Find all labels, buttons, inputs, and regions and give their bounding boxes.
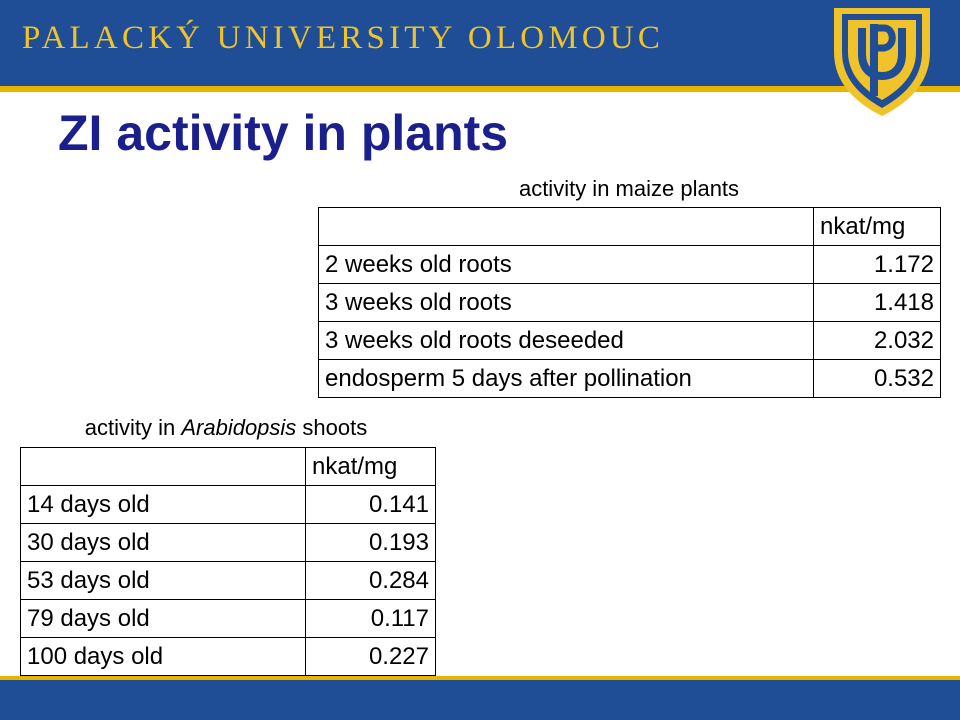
table-row (319, 360, 941, 398)
table-row (319, 246, 941, 284)
row-value: 1.418 (814, 284, 941, 322)
table-row (319, 322, 941, 360)
slide-title: ZI activity in plants (58, 105, 509, 161)
header-cell-empty (21, 448, 306, 486)
university-shield-logo-icon (826, 2, 938, 118)
table-row (21, 600, 436, 638)
table-row (21, 638, 436, 676)
row-label: endosperm 5 days after pollination (319, 360, 814, 398)
table-header-row (21, 448, 436, 486)
row-value: 0.117 (306, 600, 436, 638)
maize-activity-table (318, 207, 941, 398)
row-value: 0.532 (814, 360, 941, 398)
row-label: 53 days old (21, 562, 306, 600)
maize-table-caption: activity in maize plants (518, 176, 740, 201)
row-value: 0.141 (306, 486, 436, 524)
unit-header: nkat/mg (306, 448, 436, 486)
row-value: 0.284 (306, 562, 436, 600)
table-header-row (319, 208, 941, 246)
row-value: 1.172 (814, 246, 941, 284)
caption-species: Arabidopsis (181, 415, 297, 440)
unit-header: nkat/mg (814, 208, 941, 246)
row-label: 79 days old (21, 600, 306, 638)
caption-suffix: shoots (296, 415, 368, 440)
table-row (21, 562, 436, 600)
row-label: 100 days old (21, 638, 306, 676)
arabidopsis-activity-table (20, 447, 436, 676)
row-label: 2 weeks old roots (319, 246, 814, 284)
table-row (21, 524, 436, 562)
caption-prefix: activity in (84, 415, 182, 440)
header-cell-empty (319, 208, 814, 246)
arabidopsis-table-caption (18, 415, 434, 441)
row-label: 3 weeks old roots (319, 284, 814, 322)
university-name: PALACKÝ UNIVERSITY OLOMOUC (22, 20, 665, 56)
row-label: 3 weeks old roots deseeded (319, 322, 814, 360)
footer-band (0, 680, 960, 720)
table-row (21, 486, 436, 524)
row-label: 14 days old (21, 486, 306, 524)
table-row (319, 284, 941, 322)
row-value: 2.032 (814, 322, 941, 360)
row-value: 0.227 (306, 638, 436, 676)
row-label: 30 days old (21, 524, 306, 562)
row-value: 0.193 (306, 524, 436, 562)
header-accent-line (0, 86, 960, 92)
